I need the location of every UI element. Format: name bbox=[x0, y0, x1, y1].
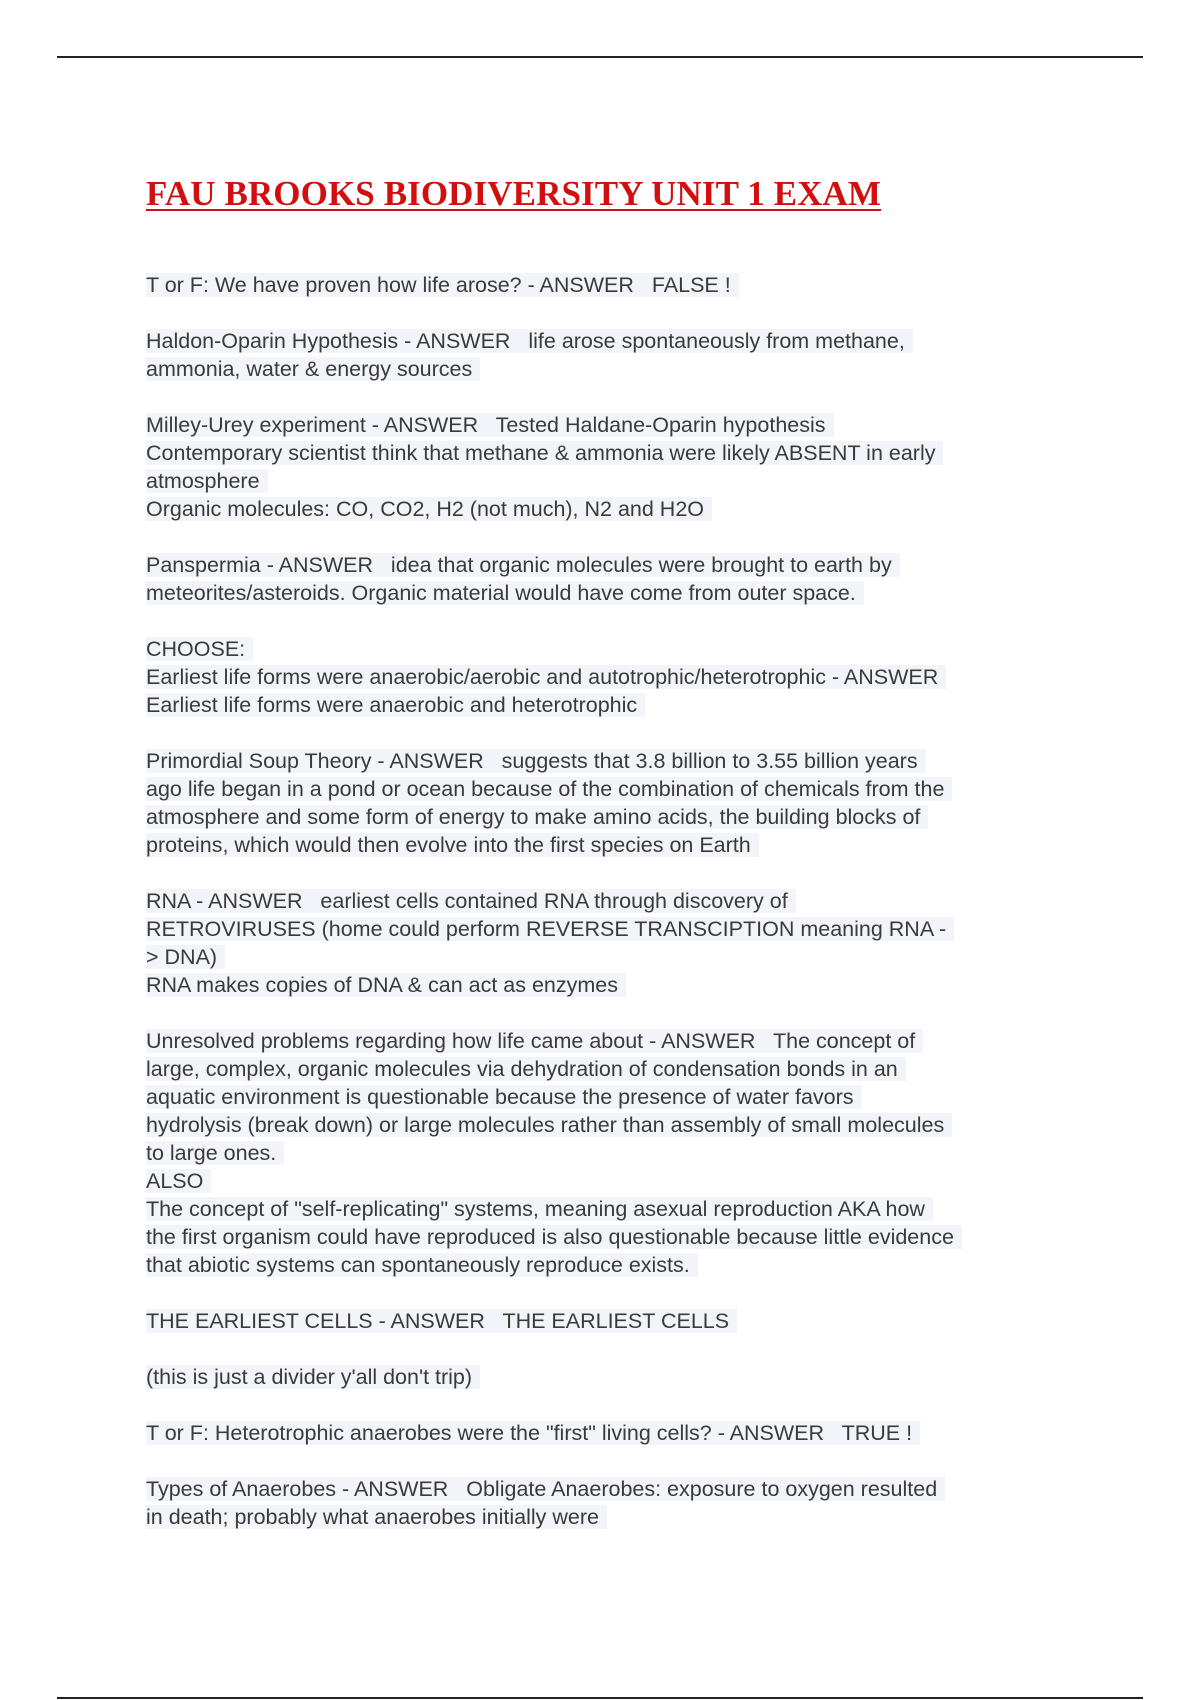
qa-line-text: in death; probably what anaerobes initially were bbox=[146, 1505, 607, 1529]
qa-line-text: (this is just a divider y'all don't trip) bbox=[146, 1365, 480, 1389]
qa-line-text: proteins, which would then evolve into the first species on Earth bbox=[146, 833, 759, 857]
qa-line-text: CHOOSE: bbox=[146, 637, 253, 661]
qa-line bbox=[146, 467, 1066, 495]
qa-line-text: > DNA) bbox=[146, 945, 225, 969]
qa-line bbox=[146, 551, 1066, 579]
qa-line-text: atmosphere and some form of energy to make amino acids, the building blocks of bbox=[146, 805, 928, 829]
qa-line bbox=[146, 1419, 1066, 1447]
qa-line-text: T or F: Heterotrophic anaerobes were the "first" living cells? - ANSWER TRUE ! bbox=[146, 1421, 920, 1445]
qa-line-text: RNA - ANSWER earliest cells contained RNA through discovery of bbox=[146, 889, 796, 913]
qa-line-text: that abiotic systems can spontaneously reproduce exists. bbox=[146, 1253, 698, 1277]
document-title: FAU BROOKS BIODIVERSITY UNIT 1 EXAM bbox=[146, 174, 882, 213]
qa-line bbox=[146, 887, 1066, 915]
qa-line bbox=[146, 1251, 1066, 1279]
qa-line bbox=[146, 495, 1066, 523]
qa-entry bbox=[146, 1307, 1066, 1335]
qa-line-text: Haldon-Oparin Hypothesis - ANSWER life arose spontaneously from methane, bbox=[146, 329, 913, 353]
qa-line bbox=[146, 1027, 1066, 1055]
qa-entry bbox=[146, 747, 1066, 859]
qa-line-text: ago life began in a pond or ocean because of the combination of chemicals from the bbox=[146, 777, 952, 801]
qa-line bbox=[146, 1055, 1066, 1083]
qa-line-text: aquatic environment is questionable because the presence of water favors bbox=[146, 1085, 862, 1109]
qa-line bbox=[146, 831, 1066, 859]
qa-line-text: Earliest life forms were anaerobic and heterotrophic bbox=[146, 693, 645, 717]
qa-line bbox=[146, 271, 1066, 299]
qa-line-text: the first organism could have reproduced is also questionable because little evidence bbox=[146, 1225, 962, 1249]
qa-line-text: atmosphere bbox=[146, 469, 268, 493]
qa-line-text: large, complex, organic molecules via dehydration of condensation bonds in an bbox=[146, 1057, 906, 1081]
qa-line-text: ammonia, water & energy sources bbox=[146, 357, 480, 381]
qa-entry bbox=[146, 1363, 1066, 1391]
top-rule bbox=[57, 56, 1143, 58]
qa-line bbox=[146, 663, 1066, 691]
qa-line-text: to large ones. bbox=[146, 1141, 284, 1165]
qa-line bbox=[146, 1195, 1066, 1223]
document-body bbox=[146, 271, 1066, 1559]
qa-line bbox=[146, 971, 1066, 999]
bottom-rule bbox=[57, 1697, 1143, 1699]
qa-line-text: meteorites/asteroids. Organic material would have come from outer space. bbox=[146, 581, 864, 605]
qa-line bbox=[146, 355, 1066, 383]
qa-entry bbox=[146, 1419, 1066, 1447]
qa-line-text: T or F: We have proven how life arose? - ANSWER FALSE ! bbox=[146, 273, 739, 297]
qa-line bbox=[146, 1223, 1066, 1251]
qa-line-text: Milley-Urey experiment - ANSWER Tested Haldane-Oparin hypothesis bbox=[146, 413, 834, 437]
qa-line-text: hydrolysis (break down) or large molecules rather than assembly of small molecules bbox=[146, 1113, 952, 1137]
qa-line-text: THE EARLIEST CELLS - ANSWER THE EARLIEST CELLS bbox=[146, 1309, 737, 1333]
qa-line bbox=[146, 1167, 1066, 1195]
qa-line-text: Panspermia - ANSWER idea that organic molecules were brought to earth by bbox=[146, 553, 900, 577]
qa-line bbox=[146, 579, 1066, 607]
qa-line bbox=[146, 1363, 1066, 1391]
qa-line bbox=[146, 775, 1066, 803]
qa-line bbox=[146, 1307, 1066, 1335]
qa-line-text: ALSO bbox=[146, 1169, 211, 1193]
qa-line-text: Contemporary scientist think that methane & ammonia were likely ABSENT in early bbox=[146, 441, 943, 465]
qa-line bbox=[146, 1083, 1066, 1111]
qa-line bbox=[146, 411, 1066, 439]
qa-line-text: Types of Anaerobes - ANSWER Obligate Anaerobes: exposure to oxygen resulted bbox=[146, 1477, 945, 1501]
qa-line bbox=[146, 943, 1066, 971]
qa-line-text: Unresolved problems regarding how life came about - ANSWER The concept of bbox=[146, 1029, 923, 1053]
qa-line bbox=[146, 1139, 1066, 1167]
qa-entry bbox=[146, 887, 1066, 999]
qa-line-text: RETROVIRUSES (home could perform REVERSE TRANSCIPTION meaning RNA - bbox=[146, 917, 954, 941]
qa-line-text: Earliest life forms were anaerobic/aerobic and autotrophic/heterotrophic - ANSWER bbox=[146, 665, 946, 689]
qa-line bbox=[146, 691, 1066, 719]
qa-line bbox=[146, 1111, 1066, 1139]
qa-entry bbox=[146, 411, 1066, 523]
qa-line-text: The concept of "self-replicating" systems, meaning asexual reproduction AKA how bbox=[146, 1197, 933, 1221]
qa-entry bbox=[146, 635, 1066, 719]
qa-line-text: Organic molecules: CO, CO2, H2 (not much), N2 and H2O bbox=[146, 497, 712, 521]
qa-line bbox=[146, 1475, 1066, 1503]
qa-line bbox=[146, 747, 1066, 775]
qa-line bbox=[146, 915, 1066, 943]
qa-entry bbox=[146, 1475, 1066, 1531]
qa-line bbox=[146, 439, 1066, 467]
qa-line bbox=[146, 1503, 1066, 1531]
qa-entry bbox=[146, 551, 1066, 607]
qa-line-text: Primordial Soup Theory - ANSWER suggests that 3.8 billion to 3.55 billion years bbox=[146, 749, 926, 773]
qa-entry bbox=[146, 271, 1066, 299]
qa-line-text: RNA makes copies of DNA & can act as enzymes bbox=[146, 973, 626, 997]
qa-line bbox=[146, 327, 1066, 355]
qa-entry bbox=[146, 327, 1066, 383]
qa-entry bbox=[146, 1027, 1066, 1279]
qa-line bbox=[146, 635, 1066, 663]
qa-line bbox=[146, 803, 1066, 831]
